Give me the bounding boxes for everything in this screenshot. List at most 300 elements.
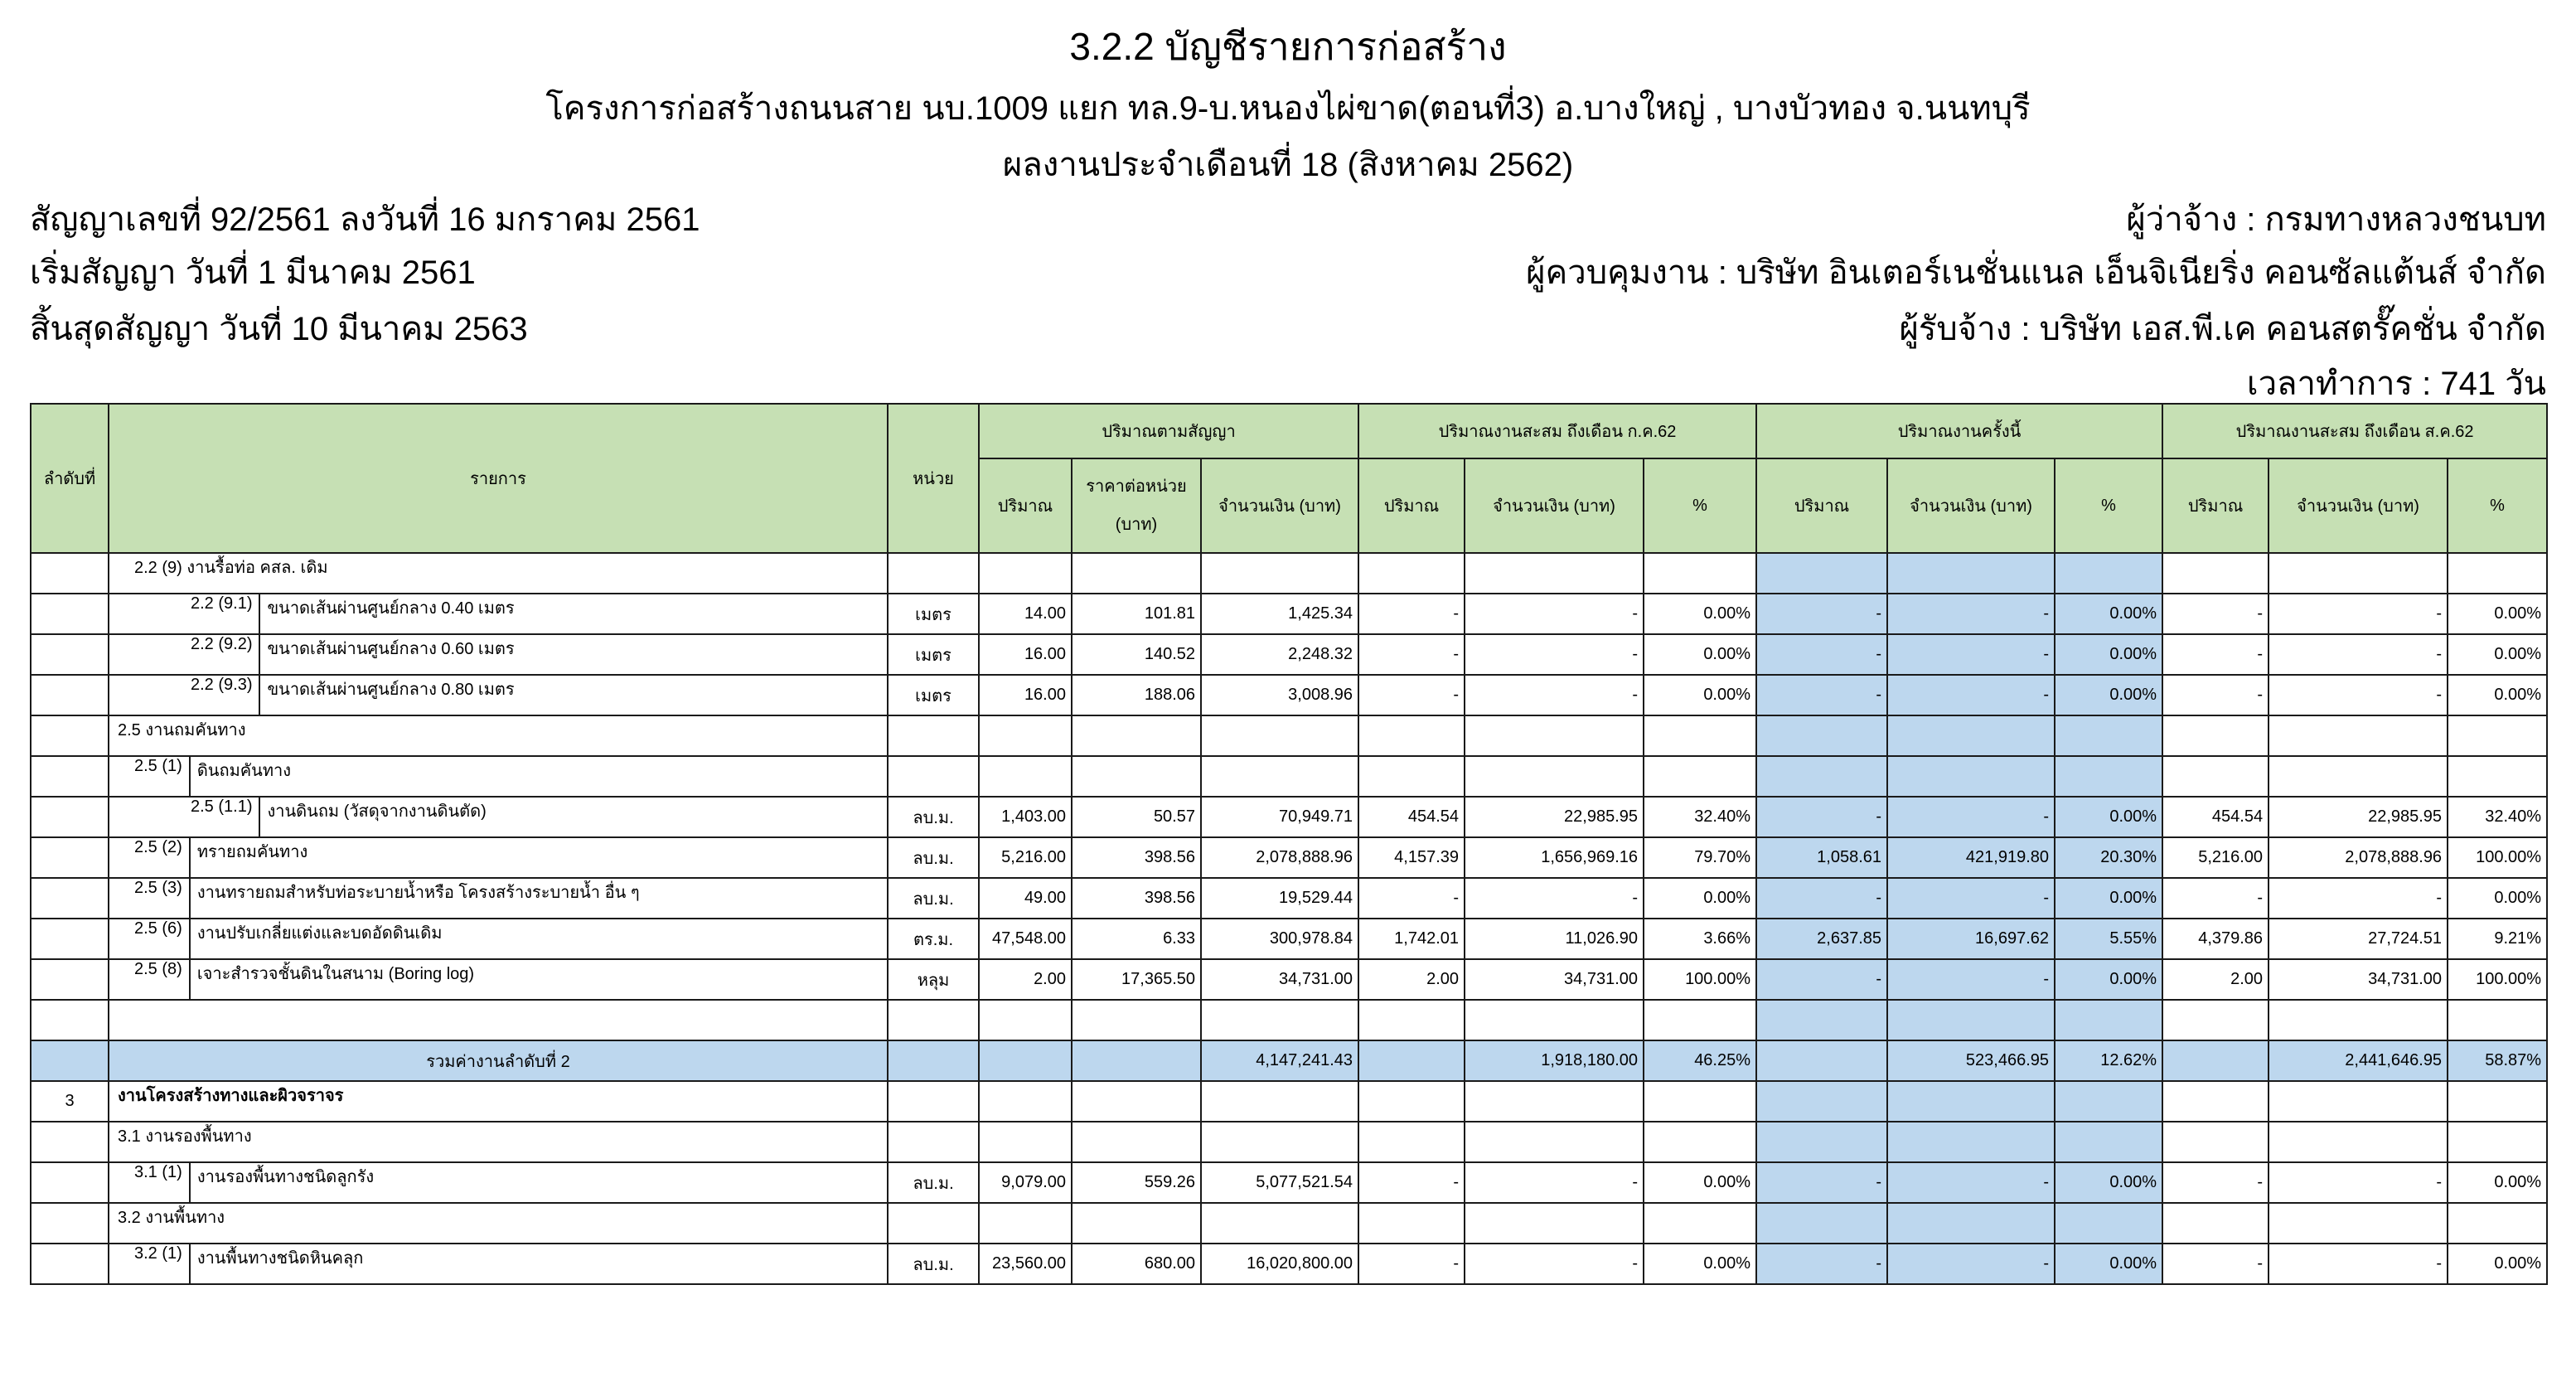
cell-c-amt xyxy=(2269,756,2448,797)
row-number xyxy=(31,715,109,756)
item-description: ทรายถมคันทาง xyxy=(196,843,308,861)
cell-t-pct: 0.00% xyxy=(2055,797,2162,837)
cell-t-pct xyxy=(2055,1122,2162,1162)
row-item xyxy=(109,837,888,878)
col-amount-header: จำนวนเงิน (บาท) xyxy=(2269,458,2448,553)
cell-qty: 49.00 xyxy=(979,878,1072,919)
cell-t-amt xyxy=(1887,553,2055,594)
cell-p-amt: - xyxy=(1465,594,1644,634)
cell-p-qty xyxy=(1358,553,1465,594)
cell-t-qty xyxy=(1756,715,1887,756)
cell-qty xyxy=(979,1040,1072,1081)
cell-t-amt xyxy=(1887,1122,2055,1162)
row-number xyxy=(31,634,109,675)
col-pct-header: % xyxy=(2448,458,2547,553)
row-number xyxy=(31,1162,109,1203)
cell-t-qty: - xyxy=(1756,797,1887,837)
row-item xyxy=(109,1244,888,1284)
col-item-header: รายการ xyxy=(109,404,888,553)
cell-price xyxy=(1072,1040,1201,1081)
boq-table xyxy=(30,403,2548,1285)
cell-t-pct: 0.00% xyxy=(2055,1162,2162,1203)
cell-t-qty xyxy=(1756,1203,1887,1244)
cell-c-pct: 0.00% xyxy=(2448,634,2547,675)
cell-p-pct: 32.40% xyxy=(1644,797,1756,837)
cell-unit xyxy=(888,756,979,797)
row-number xyxy=(31,553,109,594)
cell-amount xyxy=(1201,756,1358,797)
row-item xyxy=(109,756,888,797)
cell-t-amt: 523,466.95 xyxy=(1887,1040,2055,1081)
cell-t-amt: - xyxy=(1887,878,2055,919)
cell-t-qty xyxy=(1756,756,1887,797)
cell-t-qty: - xyxy=(1756,1244,1887,1284)
cell-p-pct: 46.25% xyxy=(1644,1040,1756,1081)
row-item xyxy=(109,797,888,837)
item-description: 2.5 งานถมคันทาง xyxy=(118,721,246,739)
cell-t-amt xyxy=(1887,756,2055,797)
cell-qty: 5,216.00 xyxy=(979,837,1072,878)
cell-unit: เมตร xyxy=(888,594,979,634)
cell-p-qty: - xyxy=(1358,634,1465,675)
item-code: 3.1 (1) xyxy=(134,1163,191,1202)
cell-t-amt: - xyxy=(1887,594,2055,634)
item-code: 2.2 (9.3) xyxy=(191,676,260,715)
cell-p-pct: 0.00% xyxy=(1644,1162,1756,1203)
contract-end: สิ้นสุดสัญญา วันที่ 10 มีนาคม 2563 xyxy=(30,311,528,347)
cell-c-pct xyxy=(2448,756,2547,797)
cell-price: 559.26 xyxy=(1072,1162,1201,1203)
item-description: งานรองพื้นทางชนิดลูกรัง xyxy=(196,1168,375,1186)
col-unit-price-header: ราคาต่อหน่วย (บาท) xyxy=(1072,458,1201,553)
cell-amount: 4,147,241.43 xyxy=(1201,1040,1358,1081)
cell-p-qty xyxy=(1358,1000,1465,1040)
cell-t-amt: - xyxy=(1887,959,2055,1000)
supervisor: ผู้ควบคุมงาน : บริษัท อินเตอร์เนชั่นแนล เอ็นจิเนียริ่ง คอนซัลแต้นส์ จำกัด xyxy=(1526,255,2546,291)
cell-amount: 16,020,800.00 xyxy=(1201,1244,1358,1284)
cell-c-amt xyxy=(2269,1122,2448,1162)
cell-p-amt: - xyxy=(1465,1162,1644,1203)
cell-t-qty xyxy=(1756,1081,1887,1122)
cell-c-qty: - xyxy=(2162,878,2269,919)
cell-c-amt: - xyxy=(2269,675,2448,715)
item-description: ดินถมคันทาง xyxy=(196,762,291,780)
cell-t-pct: 0.00% xyxy=(2055,594,2162,634)
report-period: ผลงานประจำเดือนที่ 18 (สิงหาคม 2562) xyxy=(1002,147,1574,183)
cell-t-pct: 20.30% xyxy=(2055,837,2162,878)
cell-c-pct: 0.00% xyxy=(2448,1244,2547,1284)
cell-p-qty: 2.00 xyxy=(1358,959,1465,1000)
row-item xyxy=(109,1000,888,1040)
item-label-wrap xyxy=(114,554,882,593)
cell-amount: 70,949.71 xyxy=(1201,797,1358,837)
cell-p-pct xyxy=(1644,1000,1756,1040)
cell-price xyxy=(1072,1081,1201,1122)
project-name: โครงการก่อสร้างถนนสาย นบ.1009 แยก ทล.9-บ.หนองไผ่ขาด(ตอนที่3) อ.บางใหญ่ , บางบัวทอง จ.นนทบุรี xyxy=(545,90,2031,127)
cell-c-qty: 2.00 xyxy=(2162,959,2269,1000)
cell-t-qty: - xyxy=(1756,675,1887,715)
cell-qty: 47,548.00 xyxy=(979,919,1072,959)
cell-c-qty xyxy=(2162,715,2269,756)
cell-p-amt xyxy=(1465,553,1644,594)
table-row xyxy=(31,1203,2547,1244)
cell-p-amt xyxy=(1465,1203,1644,1244)
col-amount-header: จำนวนเงิน (บาท) xyxy=(1201,458,1358,553)
cell-c-amt xyxy=(2269,553,2448,594)
cell-unit: ตร.ม. xyxy=(888,919,979,959)
item-description: 3.2 งานพื้นทาง xyxy=(118,1209,225,1227)
cell-p-amt xyxy=(1465,1081,1644,1122)
employer: ผู้ว่าจ้าง : กรมทางหลวงชนบท xyxy=(2126,201,2546,238)
item-description: งานโครงสร้างทางและผิวจราจร xyxy=(118,1087,344,1105)
cell-p-pct: 0.00% xyxy=(1644,675,1756,715)
cell-unit xyxy=(888,1000,979,1040)
cell-p-pct xyxy=(1644,1122,1756,1162)
cell-amount: 300,978.84 xyxy=(1201,919,1358,959)
item-description: เจาะสำรวจชั้นดินในสนาม (Boring log) xyxy=(196,965,475,983)
cell-price: 140.52 xyxy=(1072,634,1201,675)
item-code: 2.5 (1) xyxy=(134,757,191,796)
cell-t-amt: - xyxy=(1887,797,2055,837)
table-row xyxy=(31,1000,2547,1040)
cell-c-amt: - xyxy=(2269,1162,2448,1203)
cell-t-qty xyxy=(1756,1122,1887,1162)
col-pct-header: % xyxy=(1644,458,1756,553)
cell-p-pct: 0.00% xyxy=(1644,594,1756,634)
cell-qty xyxy=(979,1000,1072,1040)
cell-p-qty xyxy=(1358,1081,1465,1122)
cell-c-pct: 0.00% xyxy=(2448,1162,2547,1203)
cell-qty xyxy=(979,1081,1072,1122)
cell-p-qty: 1,742.01 xyxy=(1358,919,1465,959)
col-amount-header: จำนวนเงิน (บาท) xyxy=(1887,458,2055,553)
contractor: ผู้รับจ้าง : บริษัท เอส.พี.เค คอนสตรั๊คชั่น จำกัด xyxy=(1899,311,2546,347)
cell-c-pct xyxy=(2448,1000,2547,1040)
cell-p-qty: 454.54 xyxy=(1358,797,1465,837)
cell-p-pct: 3.66% xyxy=(1644,919,1756,959)
cell-t-amt: 421,919.80 xyxy=(1887,837,2055,878)
item-label-wrap xyxy=(114,716,882,755)
cell-price: 101.81 xyxy=(1072,594,1201,634)
cell-c-pct xyxy=(2448,1122,2547,1162)
cell-c-qty xyxy=(2162,1081,2269,1122)
cell-c-qty xyxy=(2162,1040,2269,1081)
cell-t-pct: 5.55% xyxy=(2055,919,2162,959)
cell-c-qty: 5,216.00 xyxy=(2162,837,2269,878)
cell-c-qty: 4,379.86 xyxy=(2162,919,2269,959)
cell-t-pct xyxy=(2055,715,2162,756)
table-row xyxy=(31,634,2547,675)
item-description: ขนาดเส้นผ่านศูนย์กลาง 0.40 เมตร xyxy=(267,599,515,618)
cell-p-amt xyxy=(1465,1122,1644,1162)
cell-amount: 1,425.34 xyxy=(1201,594,1358,634)
cell-c-amt: - xyxy=(2269,594,2448,634)
row-item xyxy=(109,675,888,715)
item-code: 2.5 (8) xyxy=(134,960,191,999)
cell-p-pct: 100.00% xyxy=(1644,959,1756,1000)
cell-unit: ลบ.ม. xyxy=(888,878,979,919)
cell-t-amt xyxy=(1887,1000,2055,1040)
cell-t-pct xyxy=(2055,1081,2162,1122)
item-label-wrap xyxy=(114,757,882,796)
item-code: 2.5 (1.1) xyxy=(191,798,260,836)
row-item xyxy=(109,1081,888,1122)
cell-p-qty: - xyxy=(1358,1162,1465,1203)
cell-p-amt xyxy=(1465,756,1644,797)
cell-price: 17,365.50 xyxy=(1072,959,1201,1000)
cell-c-qty: 454.54 xyxy=(2162,797,2269,837)
row-item xyxy=(109,1122,888,1162)
cell-amount: 2,078,888.96 xyxy=(1201,837,1358,878)
cell-t-pct: 0.00% xyxy=(2055,878,2162,919)
item-code: 2.5 (2) xyxy=(134,838,191,877)
cell-c-qty: - xyxy=(2162,634,2269,675)
row-number: 3 xyxy=(31,1081,109,1122)
col-amount-header: จำนวนเงิน (บาท) xyxy=(1465,458,1644,553)
cell-amount xyxy=(1201,1122,1358,1162)
cell-c-qty xyxy=(2162,1122,2269,1162)
item-label-wrap xyxy=(114,1204,882,1243)
item-label-wrap xyxy=(114,798,882,836)
total-row xyxy=(31,1040,2547,1081)
row-number xyxy=(31,919,109,959)
table-row xyxy=(31,1122,2547,1162)
cell-amount: 3,008.96 xyxy=(1201,675,1358,715)
cell-c-amt: 2,078,888.96 xyxy=(2269,837,2448,878)
row-number xyxy=(31,1122,109,1162)
col-pct-header: % xyxy=(2055,458,2162,553)
cell-t-qty: - xyxy=(1756,594,1887,634)
cell-p-qty xyxy=(1358,1122,1465,1162)
row-number xyxy=(31,1244,109,1284)
table-row xyxy=(31,675,2547,715)
cell-t-amt: 16,697.62 xyxy=(1887,919,2055,959)
page-title: 3.2.2 บัญชีรายการก่อสร้าง xyxy=(1069,25,1507,68)
cell-p-pct: 0.00% xyxy=(1644,1244,1756,1284)
cell-qty: 16.00 xyxy=(979,634,1072,675)
cell-c-pct: 9.21% xyxy=(2448,919,2547,959)
cell-unit xyxy=(888,553,979,594)
cell-t-amt xyxy=(1887,1081,2055,1122)
cell-c-pct: 58.87% xyxy=(2448,1040,2547,1081)
cell-t-qty xyxy=(1756,553,1887,594)
item-description: 3.1 งานรองพื้นทาง xyxy=(118,1127,252,1146)
col-qty-header: ปริมาณ xyxy=(1358,458,1465,553)
cell-p-pct: 79.70% xyxy=(1644,837,1756,878)
cell-unit: ลบ.ม. xyxy=(888,1162,979,1203)
cell-c-amt: 27,724.51 xyxy=(2269,919,2448,959)
item-code: 2.2 (9.2) xyxy=(191,635,260,674)
this-period-group-header: ปริมาณงานครั้งนี้ xyxy=(1756,404,2162,458)
row-item xyxy=(109,919,888,959)
cell-t-qty xyxy=(1756,1040,1887,1081)
table-row xyxy=(31,919,2547,959)
cell-c-qty xyxy=(2162,756,2269,797)
cell-t-qty: - xyxy=(1756,1162,1887,1203)
row-number xyxy=(31,756,109,797)
cell-c-qty: - xyxy=(2162,675,2269,715)
cell-c-qty: - xyxy=(2162,594,2269,634)
cell-qty xyxy=(979,1203,1072,1244)
cell-p-amt: 34,731.00 xyxy=(1465,959,1644,1000)
table-row xyxy=(31,1081,2547,1122)
item-description: งานดินถม (วัสดุจากงานดินตัด) xyxy=(267,802,487,821)
item-label-wrap xyxy=(114,676,882,715)
cell-qty: 16.00 xyxy=(979,675,1072,715)
item-label-wrap xyxy=(114,1244,882,1283)
cell-c-pct: 0.00% xyxy=(2448,878,2547,919)
cell-p-pct xyxy=(1644,756,1756,797)
row-number xyxy=(31,1000,109,1040)
item-description: งานทรายถมสำหรับท่อระบายน้ำหรือ โครงสร้างระบายน้ำ อื่น ๆ xyxy=(196,884,640,902)
cell-amount xyxy=(1201,1203,1358,1244)
cell-p-amt xyxy=(1465,715,1644,756)
cell-p-qty: - xyxy=(1358,878,1465,919)
col-qty-header: ปริมาณ xyxy=(979,458,1072,553)
cell-t-pct xyxy=(2055,553,2162,594)
cell-p-pct xyxy=(1644,1081,1756,1122)
cell-qty xyxy=(979,756,1072,797)
table-row xyxy=(31,837,2547,878)
table-row xyxy=(31,878,2547,919)
prev-cum-group-header: ปริมาณงานสะสม ถึงเดือน ก.ค.62 xyxy=(1358,404,1756,458)
cell-c-pct: 100.00% xyxy=(2448,837,2547,878)
row-item xyxy=(109,553,888,594)
item-code: 3.2 (1) xyxy=(134,1244,191,1283)
cell-t-pct xyxy=(2055,1203,2162,1244)
cell-t-qty: 2,637.85 xyxy=(1756,919,1887,959)
cell-price xyxy=(1072,1000,1201,1040)
cell-unit xyxy=(888,715,979,756)
cell-c-pct: 32.40% xyxy=(2448,797,2547,837)
cell-c-amt: 2,441,646.95 xyxy=(2269,1040,2448,1081)
cum-group-header: ปริมาณงานสะสม ถึงเดือน ส.ค.62 xyxy=(2162,404,2547,458)
cell-t-amt: - xyxy=(1887,634,2055,675)
cell-p-qty xyxy=(1358,715,1465,756)
cell-c-amt: 22,985.95 xyxy=(2269,797,2448,837)
item-description: 2.2 (9) งานรื้อท่อ คสล. เดิม xyxy=(134,559,328,577)
cell-price: 50.57 xyxy=(1072,797,1201,837)
cell-qty xyxy=(979,715,1072,756)
cell-unit xyxy=(888,1081,979,1122)
cell-t-amt: - xyxy=(1887,675,2055,715)
cell-p-qty: - xyxy=(1358,675,1465,715)
item-label-wrap xyxy=(114,1122,882,1161)
cell-qty: 1,403.00 xyxy=(979,797,1072,837)
cell-c-amt xyxy=(2269,1081,2448,1122)
cell-p-qty xyxy=(1358,1040,1465,1081)
cell-amount: 5,077,521.54 xyxy=(1201,1162,1358,1203)
cell-p-pct xyxy=(1644,553,1756,594)
cell-price xyxy=(1072,1122,1201,1162)
cell-t-amt: - xyxy=(1887,1244,2055,1284)
cell-unit: ลบ.ม. xyxy=(888,837,979,878)
cell-t-amt xyxy=(1887,1203,2055,1244)
item-code: 2.2 (9.1) xyxy=(191,594,260,633)
cell-p-amt xyxy=(1465,1000,1644,1040)
cell-t-pct: 12.62% xyxy=(2055,1040,2162,1081)
cell-amount xyxy=(1201,553,1358,594)
item-label-wrap xyxy=(114,594,882,633)
contract-qty-group-header: ปริมาณตามสัญญา xyxy=(979,404,1358,458)
cell-c-qty xyxy=(2162,1000,2269,1040)
row-number xyxy=(31,837,109,878)
cell-price xyxy=(1072,1203,1201,1244)
col-qty-header: ปริมาณ xyxy=(2162,458,2269,553)
cell-amount: 2,248.32 xyxy=(1201,634,1358,675)
cell-unit: ลบ.ม. xyxy=(888,1244,979,1284)
cell-c-qty: - xyxy=(2162,1244,2269,1284)
table-row xyxy=(31,715,2547,756)
cell-c-pct xyxy=(2448,1203,2547,1244)
cell-c-pct: 0.00% xyxy=(2448,594,2547,634)
row-item xyxy=(109,959,888,1000)
cell-price xyxy=(1072,553,1201,594)
cell-c-amt: - xyxy=(2269,634,2448,675)
row-item xyxy=(109,634,888,675)
cell-unit: เมตร xyxy=(888,634,979,675)
cell-c-amt xyxy=(2269,1203,2448,1244)
cell-p-amt: 1,918,180.00 xyxy=(1465,1040,1644,1081)
boq-table-body xyxy=(31,553,2547,1284)
cell-unit: ลบ.ม. xyxy=(888,797,979,837)
cell-p-pct: 0.00% xyxy=(1644,634,1756,675)
cell-p-qty xyxy=(1358,756,1465,797)
table-row xyxy=(31,553,2547,594)
cell-p-qty xyxy=(1358,1203,1465,1244)
cell-price xyxy=(1072,756,1201,797)
row-number xyxy=(31,594,109,634)
cell-unit xyxy=(888,1122,979,1162)
cell-qty xyxy=(979,553,1072,594)
item-label-wrap xyxy=(114,838,882,877)
total-label: รวมค่างานลำดับที่ 2 xyxy=(109,1040,888,1081)
col-qty-header: ปริมาณ xyxy=(1756,458,1887,553)
table-row xyxy=(31,1244,2547,1284)
cell-c-qty xyxy=(2162,553,2269,594)
cell-amount: 19,529.44 xyxy=(1201,878,1358,919)
cell-c-amt xyxy=(2269,715,2448,756)
table-row xyxy=(31,797,2547,837)
item-code: 2.5 (6) xyxy=(134,919,191,958)
cell-price: 6.33 xyxy=(1072,919,1201,959)
cell-t-qty: - xyxy=(1756,634,1887,675)
cell-c-qty xyxy=(2162,1203,2269,1244)
cell-p-amt: - xyxy=(1465,1244,1644,1284)
cell-price xyxy=(1072,715,1201,756)
cell-p-amt: 1,656,969.16 xyxy=(1465,837,1644,878)
cell-p-pct: 0.00% xyxy=(1644,878,1756,919)
working-duration: เวลาทำการ : 741 วัน xyxy=(2246,366,2546,402)
cell-price: 398.56 xyxy=(1072,837,1201,878)
cell-t-pct: 0.00% xyxy=(2055,1244,2162,1284)
cell-p-qty: 4,157.39 xyxy=(1358,837,1465,878)
cell-t-pct xyxy=(2055,1000,2162,1040)
row-item xyxy=(109,594,888,634)
row-number xyxy=(31,1040,109,1081)
cell-c-pct xyxy=(2448,1081,2547,1122)
row-item xyxy=(109,1203,888,1244)
cell-price: 188.06 xyxy=(1072,675,1201,715)
cell-qty: 9,079.00 xyxy=(979,1162,1072,1203)
table-row xyxy=(31,959,2547,1000)
item-label-wrap xyxy=(114,919,882,958)
cell-t-qty: 1,058.61 xyxy=(1756,837,1887,878)
contract-number: สัญญาเลขที่ 92/2561 ลงวันที่ 16 มกราคม 2561 xyxy=(30,201,700,238)
table-row xyxy=(31,1162,2547,1203)
cell-t-amt xyxy=(1887,715,2055,756)
cell-c-amt: - xyxy=(2269,1244,2448,1284)
